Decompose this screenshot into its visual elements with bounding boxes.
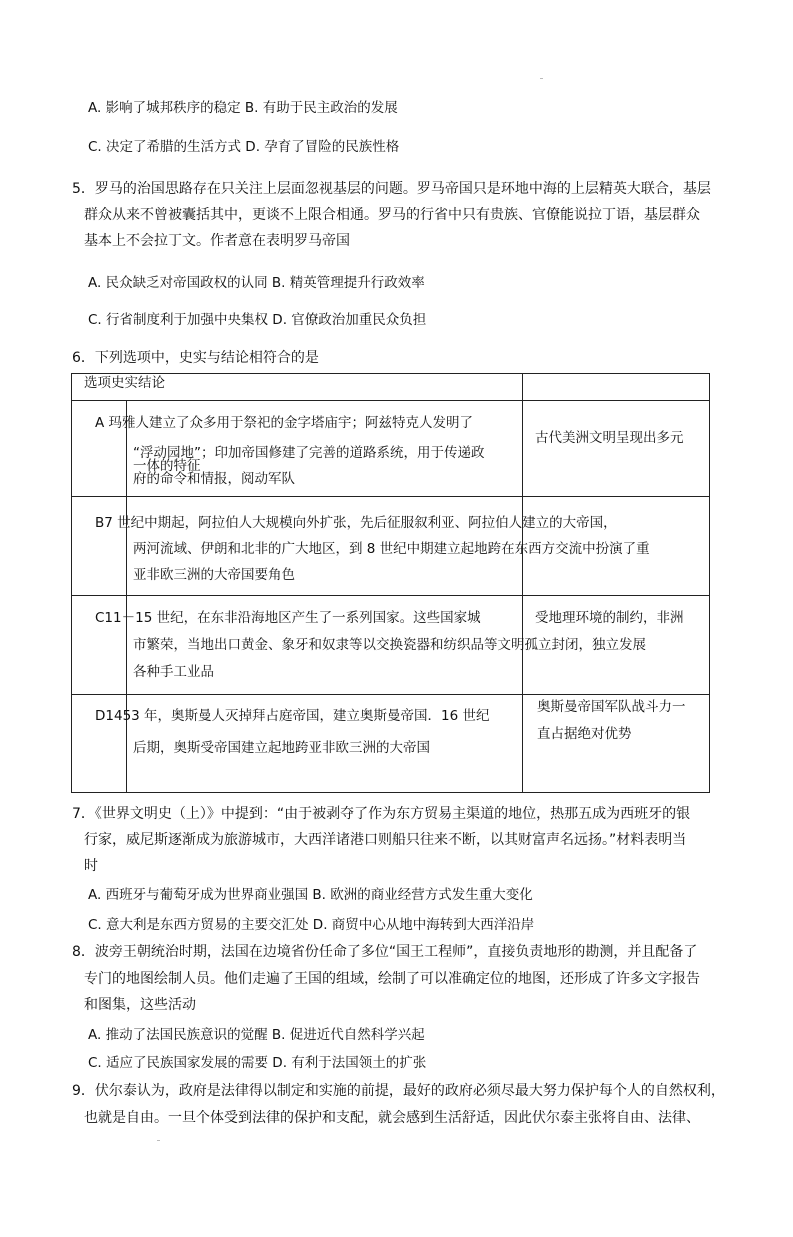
- q6-rowC-conclusion-line1: 受地理环境的制约，非洲: [535, 610, 684, 626]
- scan-mark-top: [540, 78, 543, 79]
- q7-stem-line2: 行家，威尼斯逐渐成为旅游城市，大西洋诸港口则船只往来不断，以其财富声名远扬。”材料表明当: [84, 832, 687, 848]
- q5-options-cd: C. 行省制度利于加强中央集权 D. 官僚政治加重民众负担: [88, 312, 427, 328]
- q6-stem: 6．下列选项中，史实与结论相符合的是: [72, 350, 319, 366]
- q6-rowD-line1: D1453 年，奥斯曼人灭掉拜占庭帝国，建立奥斯曼帝国．16 世纪: [95, 708, 490, 724]
- q9-stem-line2: 也就是自由。一旦个体受到法律的保护和支配，就会感到生活舒适，因此伏尔泰主张将自由、法律、: [84, 1110, 700, 1126]
- q6-rowC-line3: 各种手工业品: [133, 664, 214, 680]
- q6-rowA-conclusion: 古代美洲文明呈现出多元: [535, 430, 684, 446]
- q8-stem-line1: 8．波旁王朝统治时期，法国在边境省份任命了多位“国王工程师”，直接负责地形的勘测，并且配备了: [72, 944, 698, 960]
- q5-stem-line2: 群众从来不曾被囊括其中，更谈不上限合相通。罗马的行省中只有贵族、官僚能说拉丁语，基层群众: [84, 207, 700, 223]
- q6-rowB-line1: B7 世纪中期起，阿拉伯人大规模向外扩张，先后征服叙利亚、阿拉伯人建立的大帝国，: [95, 515, 617, 531]
- q5-stem-line1: 5．罗马的治国思路存在只关注上层面忽视基层的问题。罗马帝国只是环地中海的上层精英大联合，基层: [72, 181, 711, 197]
- q5-options-ab: A. 民众缺乏对帝国政权的认同 B. 精英管理提升行政效率: [88, 275, 425, 291]
- q7-options-ab: A. 西班牙与葡萄牙成为世界商业强国 B. 欧洲的商业经营方式发生重大变化: [88, 887, 533, 903]
- q6-table-header: 选项史实结论: [84, 375, 165, 391]
- q7-stem-line3: 时: [84, 858, 98, 874]
- q6-rowA-line1: A 玛雅人建立了众多用于祭祀的金字塔庙宇；阿兹特克人发明了: [95, 415, 474, 431]
- q6-rowA-line2b: 一体的特征: [133, 458, 201, 474]
- q8-stem-line2: 专门的地图绘制人员。他们走遍了王国的组域，绘制了可以准确定位的地图，还形成了许多文字报告: [84, 971, 700, 987]
- q6-rowB-line2: 两河流域、伊朗和北非的广大地区，到 8 世纪中期建立起地跨在东西方交流中扮演了重: [133, 541, 650, 557]
- q9-stem-line1: 9．伏尔泰认为，政府是法律得以制定和实施的前提，最好的政府必须尽最大努力保护每个人的自然权利，: [72, 1083, 725, 1099]
- q6-rowD-line2: 后期，奥斯受帝国建立起地跨亚非欧三洲的大帝国: [133, 740, 430, 756]
- q6-rowD-conclusion-line2: 直占据绝对优势: [537, 726, 632, 742]
- q8-stem-line3: 和图集，这些活动: [84, 997, 196, 1013]
- q7-stem-line1: 7．《世界文明史（上）》中提到：“由于被剥夺了作为东方贸易主渠道的地位，热那五成为西班牙的银: [72, 806, 691, 822]
- q6-rowA-line3: 府的命令和情报，阅动军队: [133, 471, 295, 487]
- q5-stem-line3: 基本上不会拉丁文。作者意在表明罗马帝国: [84, 233, 350, 249]
- scan-mark-bottom: [157, 1140, 160, 1141]
- q6-rowB-line3: 亚非欧三洲的大帝国要角色: [133, 567, 295, 583]
- q6-rowC-line1: C11－15 世纪，在东非沿海地区产生了一系列国家。这些国家城: [95, 610, 481, 626]
- q6-rowA-line2: “浮动园地”；印加帝国修建了完善的道路系统，用于传递政: [133, 445, 485, 461]
- q7-options-cd: C. 意大利是东西方贸易的主要交汇处 D. 商贸中心从地中海转到大西洋沿岸: [88, 917, 535, 933]
- q8-options-ab: A. 推动了法国民族意识的觉醒 B. 促进近代自然科学兴起: [88, 1027, 425, 1043]
- q4-options-cd: C. 决定了希腊的生活方式 D. 孕育了冒险的民族性格: [88, 139, 400, 155]
- q6-rowC-line2: 市繁荣，当地出口黄金、象牙和奴隶等以交换瓷器和纺织品等文明孤立封闭，独立发展: [133, 637, 646, 653]
- q4-options-ab: A. 影响了城邦秩序的稳定 B. 有助于民主政治的发展: [88, 100, 398, 116]
- q8-options-cd: C. 适应了民族国家发展的需要 D. 有利于法国领土的扩张: [88, 1055, 427, 1071]
- q6-rowD-conclusion-line1: 奥斯曼帝国军队战斗力一: [537, 699, 686, 715]
